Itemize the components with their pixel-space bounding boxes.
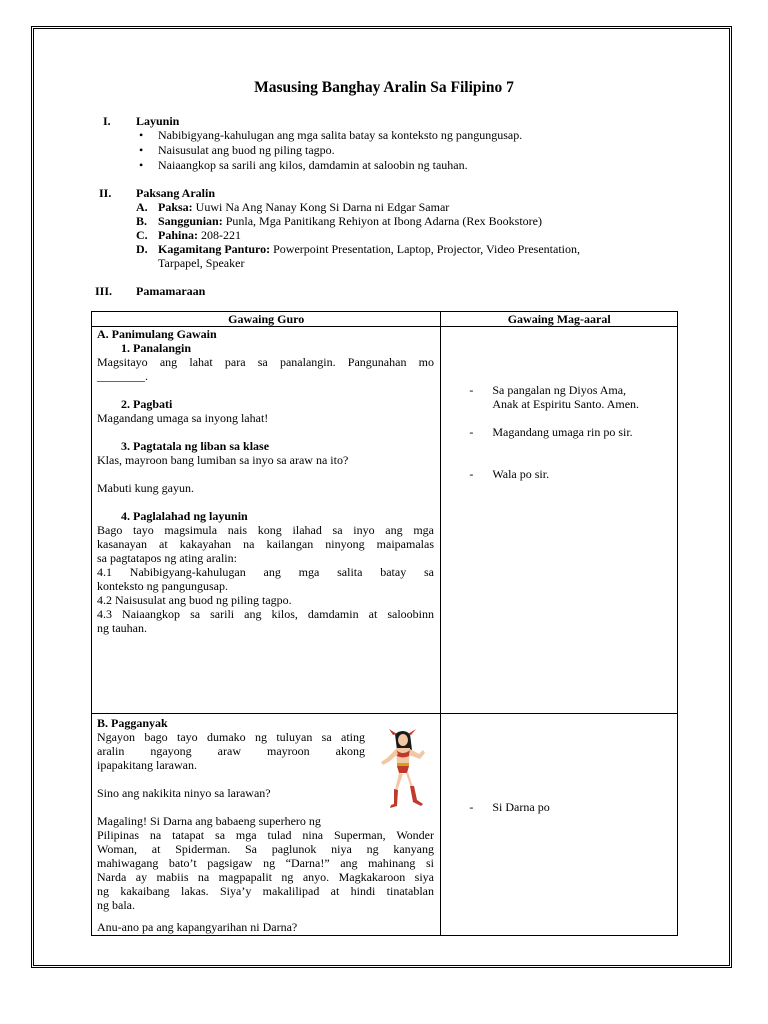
section-2-number: II. xyxy=(99,186,112,200)
paragraph-line: ng bala. xyxy=(97,898,135,912)
paragraph-line: ng tauhan. xyxy=(97,621,147,635)
materials-item: Kagamitang Panturo: Powerpoint Presentation, Laptop, Projector, Video Presentation, xyxy=(158,242,580,256)
item-letter: A. xyxy=(136,200,148,214)
student-response: Sa pangalan ng Diyos Ama, xyxy=(492,383,627,397)
item-letter: C. xyxy=(136,228,148,242)
student-response: Wala po sir. xyxy=(492,467,550,481)
paragraph-line: aralin ngayong araw mayroon akong xyxy=(97,744,365,758)
teacher-cell-motivation xyxy=(92,714,441,936)
paragraph-line: Magaling! Si Darna ang babaeng superhero ng xyxy=(97,814,321,828)
bullet-icon: • xyxy=(139,143,144,157)
paragraph-line: Pilipinas na tatapat sa mga tulad nina Superman, Wonder xyxy=(97,828,434,842)
step-title: 1. Panalangin xyxy=(121,341,192,355)
paragraph-line: Mabuti kung gayun. xyxy=(97,481,194,495)
paragraph-line: mahiwagang bato’t pagsigaw ng “Darna!” ang mahinang si xyxy=(97,856,434,870)
topic-item: Paksa: Uuwi Na Ang Nanay Kong Si Darna ni Edgar Samar xyxy=(158,200,450,214)
materials-item-continued: Tarpapel, Speaker xyxy=(158,256,245,270)
response-dash: - xyxy=(469,467,474,481)
subsection-heading: A. Panimulang Gawain xyxy=(97,327,217,341)
paragraph-line: Bago tayo magsimula nais kong ilahad sa inyo ang mga xyxy=(97,523,434,537)
section-3-label: Pamamaraan xyxy=(136,284,206,298)
bullet-icon: • xyxy=(139,128,144,142)
paragraph-line: sa pagtatapos ng ating aralin: xyxy=(97,551,237,565)
paragraph-line: ng kakaibang lakas. Siya’y makalilipad at hindi tinatablan xyxy=(97,884,434,898)
section-2-label: Paksang Aralin xyxy=(136,186,216,200)
paragraph-line: Woman, at Spiderman. Sa paglunok niya ng kanyang xyxy=(97,842,434,856)
paragraph-line: ________. xyxy=(97,369,148,383)
section-3-number: III. xyxy=(95,284,113,298)
section-1-number: I. xyxy=(103,114,111,128)
subsection-heading: B. Pagganyak xyxy=(97,716,168,730)
student-response: Magandang umaga rin po sir. xyxy=(492,425,633,439)
section-1-label: Layunin xyxy=(136,114,180,128)
step-title: 4. Paglalahad ng layunin xyxy=(121,509,248,523)
column-header-student: Gawaing Mag-aaral xyxy=(441,312,678,327)
paragraph-line: 4.1 Nabibigyang-kahulugan ang mga salita batay sa xyxy=(97,565,434,579)
item-letter: B. xyxy=(136,214,148,228)
objective-item: Nabibigyang-kahulugan ang mga salita batay sa konteksto ng pangungusap. xyxy=(158,128,523,142)
step-title: 2. Pagbati xyxy=(121,397,173,411)
student-cell-motivation xyxy=(441,714,678,936)
paragraph-line: Anu-ano pa ang kapangyarihan ni Darna? xyxy=(97,920,298,934)
response-dash: - xyxy=(469,383,474,397)
response-dash: - xyxy=(469,800,474,814)
column-header-teacher: Gawaing Guro xyxy=(92,312,441,327)
procedure-table xyxy=(91,311,678,936)
paragraph-line: Magandang umaga sa inyong lahat! xyxy=(97,411,269,425)
student-response: Anak at Espiritu Santo. Amen. xyxy=(492,397,640,411)
student-cell-introduction xyxy=(441,327,678,714)
paragraph-line: Ngayon bago tayo dumako ng tuluyan sa ating xyxy=(97,730,365,744)
superhero-illustration xyxy=(375,728,431,814)
paragraph-line: 4.2 Naisusulat ang buod ng piling tagpo. xyxy=(97,593,292,607)
paragraph-line: konteksto ng pangungusap. xyxy=(97,579,228,593)
paragraph-line: 4.3 Naiaangkop sa sarili ang kilos, damdamin at saloobinn xyxy=(97,607,434,621)
step-title: 3. Pagtatala ng liban sa klase xyxy=(121,439,270,453)
student-response: Si Darna po xyxy=(492,800,550,814)
paragraph-line: Klas, mayroon bang lumiban sa inyo sa araw na ito? xyxy=(97,453,349,467)
paragraph-line: kasanayan at kakayahan na kailangan ninyong maipamalas xyxy=(97,537,434,551)
bullet-icon: • xyxy=(139,158,144,172)
objective-item: Naisusulat ang buod ng piling tagpo. xyxy=(158,143,335,157)
reference-item: Sanggunian: Punla, Mga Panitikang Rehiyon at Ibong Adarna (Rex Bookstore) xyxy=(158,214,542,228)
item-letter: D. xyxy=(136,242,148,256)
teacher-cell-introduction xyxy=(92,327,441,714)
objective-item: Naiaangkop sa sarili ang kilos, damdamin at saloobin ng tauhan. xyxy=(158,158,468,172)
paragraph-line: Narda ay mabiis na magpapalit ng anyo. Magkakaroon siya xyxy=(97,870,434,884)
paragraph-line: ipapakitang larawan. xyxy=(97,758,197,772)
page-title: Masusing Banghay Aralin Sa Filipino 7 xyxy=(254,79,514,96)
paragraph-line: Sino ang nakikita ninyo sa larawan? xyxy=(97,786,271,800)
page-item: Pahina: 208-221 xyxy=(158,228,242,242)
response-dash: - xyxy=(469,425,474,439)
paragraph-line: Magsitayo ang lahat para sa panalangin. Pangunahan mo xyxy=(97,355,434,369)
